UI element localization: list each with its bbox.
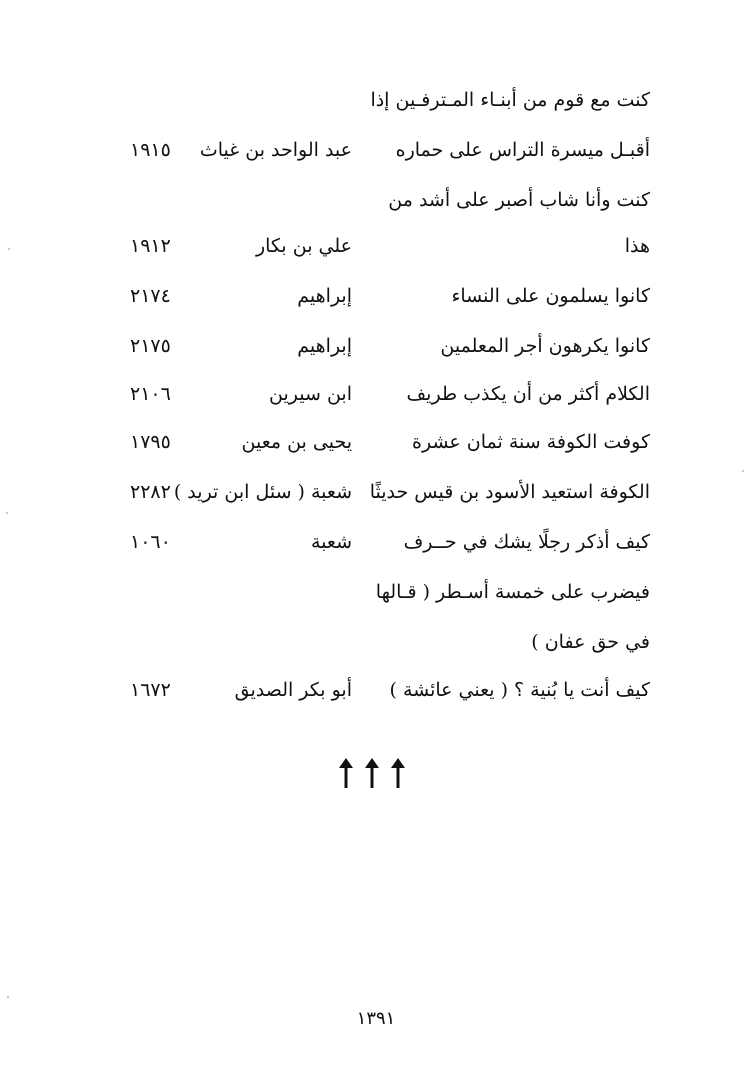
index-row xyxy=(0,276,752,316)
entry-number: ١٠٦٠ xyxy=(130,531,171,553)
entry-narrator: شعبة ( سئل ابن تريد ) xyxy=(173,481,352,503)
entry-number: ١٧٩٥ xyxy=(130,431,171,453)
entry-text: كنت مع قوم من أبنـاء المـترفـين إذا xyxy=(370,89,650,111)
entry-number xyxy=(130,80,220,120)
entry-text: فيضرب على خمسة أسـطر ( قـالها xyxy=(375,581,650,603)
scan-speck xyxy=(6,512,8,514)
entry-narrator: يحيى بن معين xyxy=(241,431,352,453)
entry-narrator: إبراهيم xyxy=(297,335,352,357)
entry-number: ٢٢٨٢ xyxy=(130,481,171,503)
entry-narrator: أبو بكر الصديق xyxy=(234,679,352,701)
scan-speck xyxy=(8,248,10,250)
arrow-ornament-icon xyxy=(365,758,379,788)
index-row xyxy=(0,226,752,266)
index-row xyxy=(0,522,752,562)
index-row xyxy=(0,472,752,512)
entry-narrator: ابن سيرين xyxy=(269,383,352,405)
entry-text: كانوا يكرهون أجر المعلمين xyxy=(440,335,650,357)
arrow-ornament-icon xyxy=(391,758,405,788)
entry-number xyxy=(130,622,220,662)
entry-text: الكوفة استعيد الأسود بن قيس حديثًا xyxy=(369,481,650,503)
entry-text: كنت وأنا شاب أصبر على أشد من xyxy=(388,189,650,211)
index-row xyxy=(0,180,752,220)
entry-text: هذا xyxy=(624,235,650,257)
entry-number xyxy=(130,572,220,612)
scan-speck xyxy=(742,470,744,472)
entry-number: ٢١٧٥ xyxy=(130,335,171,357)
index-row xyxy=(0,572,752,612)
entry-number: ٢١٧٤ xyxy=(130,285,171,307)
entry-text: كيف أنت يا بُنية ؟ ( يعني عائشة ) xyxy=(389,679,650,701)
index-row xyxy=(0,326,752,366)
entry-text: كانوا يسلمون على النساء xyxy=(451,285,650,307)
index-row xyxy=(0,374,752,414)
entry-text: الكلام أكثر من أن يكذب طريف xyxy=(406,383,650,405)
entry-number xyxy=(130,180,220,220)
entry-narrator: إبراهيم xyxy=(297,285,352,307)
index-row xyxy=(0,670,752,710)
section-end-ornament xyxy=(334,756,414,792)
entry-number: ٢١٠٦ xyxy=(130,383,171,405)
entry-narrator: عبد الواحد بن غياث xyxy=(199,139,352,161)
entry-text: أقبـل ميسرة التراس على حماره xyxy=(395,139,650,161)
scan-speck xyxy=(7,996,9,998)
arrow-ornament-icon xyxy=(339,758,353,788)
index-row xyxy=(0,622,752,662)
index-row xyxy=(0,422,752,462)
index-row xyxy=(0,130,752,170)
page-number: ١٣٩١ xyxy=(356,1008,396,1029)
entry-narrator: علي بن بكار xyxy=(255,235,352,257)
entry-text: في حق عفان ) xyxy=(531,631,650,653)
entry-text: كوفت الكوفة سنة ثمان عشرة xyxy=(412,431,650,453)
entry-narrator: شعبة xyxy=(310,531,352,553)
entry-number: ١٩١٢ xyxy=(130,235,171,257)
entry-number: ١٩١٥ xyxy=(130,139,171,161)
entry-number: ١٦٧٢ xyxy=(130,679,171,701)
index-row xyxy=(0,80,752,120)
entry-text: كيف أذكر رجلًا يشك في حــرف xyxy=(403,531,650,553)
